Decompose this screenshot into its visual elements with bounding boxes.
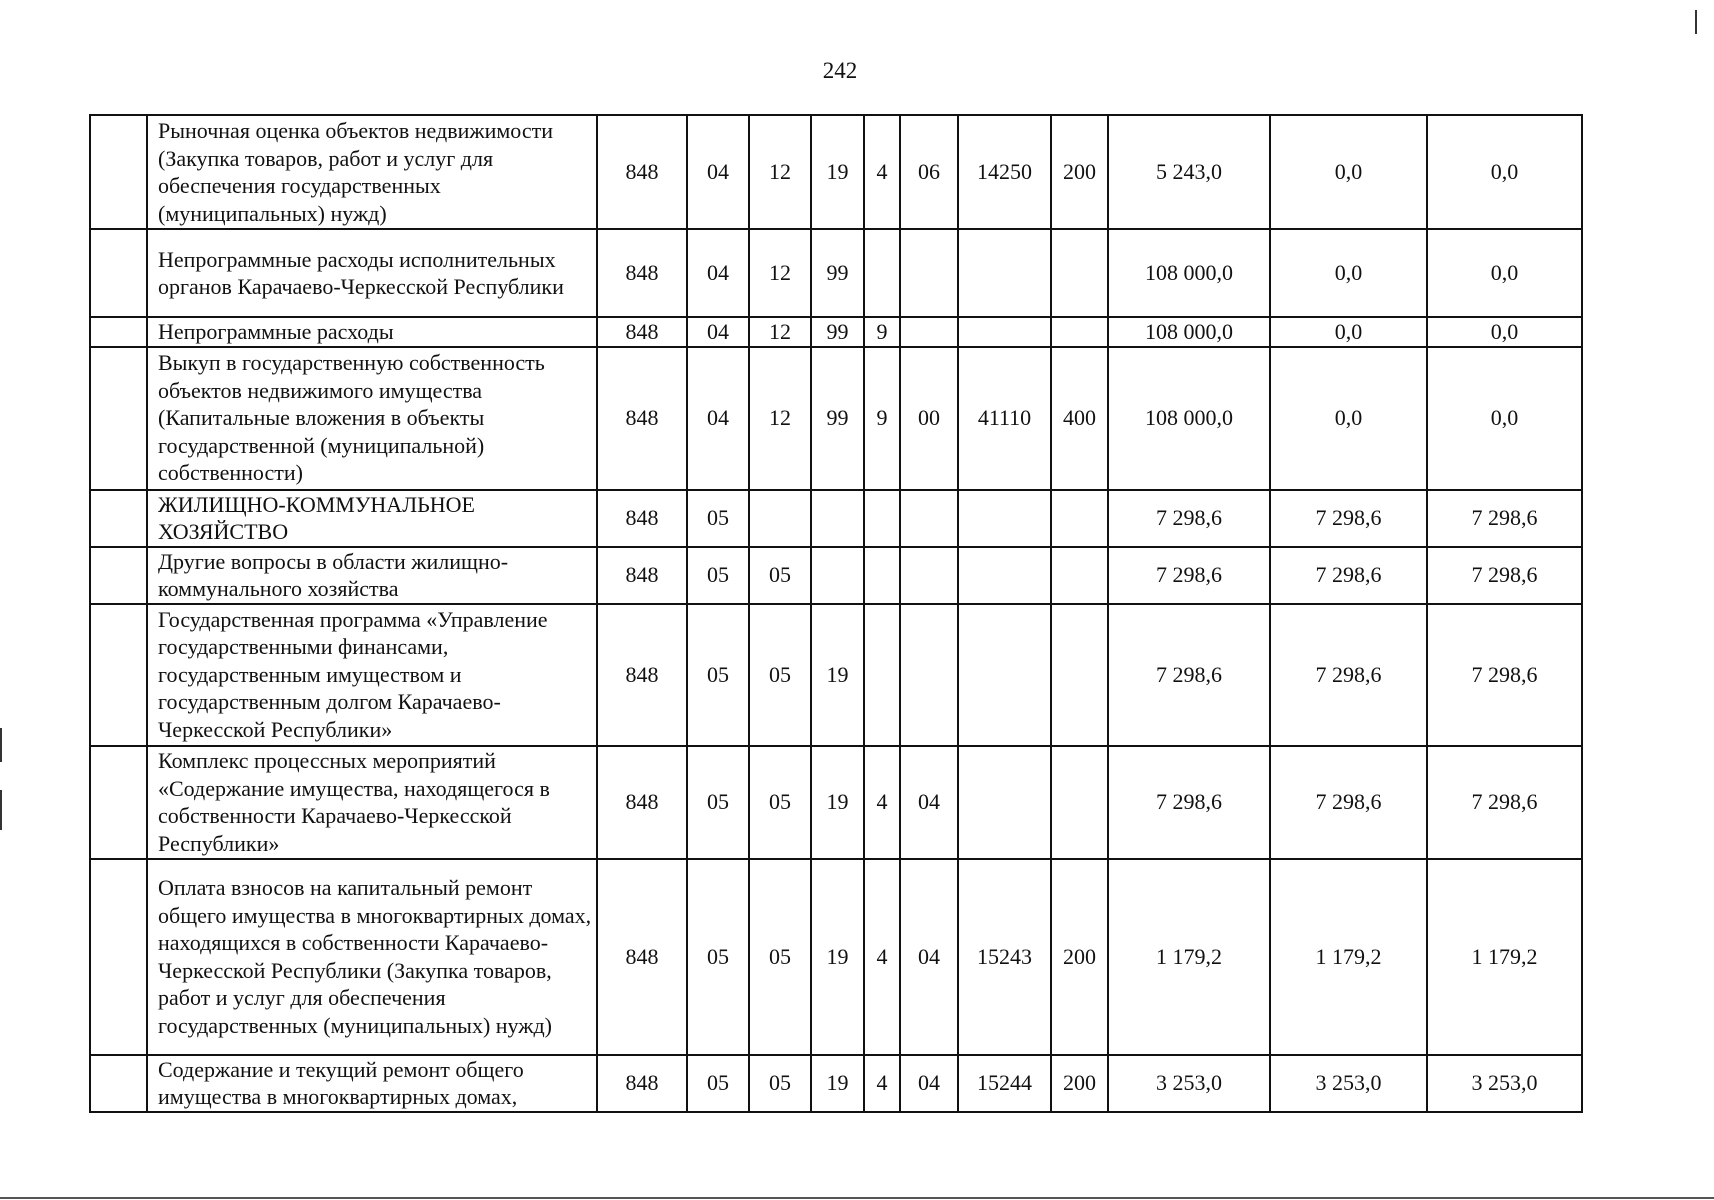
code-direction: 41110 [958,347,1051,490]
amount-3: 7 298,6 [1427,547,1582,604]
row-index-cell [90,317,147,347]
code-section: 04 [687,229,749,317]
code-structural: 04 [900,859,958,1055]
code-gov: 848 [597,490,687,547]
code-section: 04 [687,115,749,229]
amount-2: 7 298,6 [1270,746,1427,859]
code-gov: 848 [597,347,687,490]
code-subsection [749,490,811,547]
code-expense-type [1051,490,1108,547]
amount-2: 7 298,6 [1270,547,1427,604]
code-structural [900,229,958,317]
code-structural [900,317,958,347]
code-expense-type [1051,317,1108,347]
row-name: Рыночная оценка объектов недвижимости (Закупка товаров, работ и услуг для обеспечения государственных (муниципальных) нужд) [147,115,597,229]
row-name: Выкуп в государственную собственность объектов недвижимого имущества (Капитальные вложения в объекты государственной (муниципальной) собственности) [147,347,597,490]
table-row [90,604,1582,746]
code-section: 05 [687,604,749,746]
code-program: 99 [811,317,864,347]
amount-1: 1 179,2 [1108,859,1270,1055]
code-gov: 848 [597,317,687,347]
amount-2: 0,0 [1270,317,1427,347]
amount-1: 108 000,0 [1108,347,1270,490]
code-program [811,490,864,547]
amount-2: 0,0 [1270,229,1427,317]
code-structural: 04 [900,746,958,859]
code-gov: 848 [597,1055,687,1112]
code-subsection: 05 [749,746,811,859]
amount-2: 1 179,2 [1270,859,1427,1055]
code-type [864,547,900,604]
code-expense-type: 200 [1051,115,1108,229]
amount-3: 0,0 [1427,229,1582,317]
code-section: 05 [687,859,749,1055]
code-gov: 848 [597,859,687,1055]
code-direction: 15244 [958,1055,1051,1112]
code-subsection: 05 [749,1055,811,1112]
table-row [90,347,1582,490]
scan-edge-mark [0,728,2,762]
code-subsection: 12 [749,347,811,490]
code-program: 19 [811,746,864,859]
row-index-cell [90,229,147,317]
code-subsection: 12 [749,229,811,317]
code-structural: 06 [900,115,958,229]
code-program [811,547,864,604]
amount-3: 3 253,0 [1427,1055,1582,1112]
amount-1: 108 000,0 [1108,317,1270,347]
code-expense-type [1051,604,1108,746]
table-row [90,317,1582,347]
code-expense-type: 200 [1051,1055,1108,1112]
table-row [90,746,1582,859]
code-expense-type [1051,547,1108,604]
code-gov: 848 [597,229,687,317]
code-structural [900,547,958,604]
amount-1: 7 298,6 [1108,604,1270,746]
code-structural [900,490,958,547]
code-subsection: 05 [749,859,811,1055]
amount-1: 3 253,0 [1108,1055,1270,1112]
code-subsection: 12 [749,317,811,347]
table-row [90,490,1582,547]
code-section: 04 [687,317,749,347]
code-section: 05 [687,490,749,547]
row-index-cell [90,746,147,859]
code-expense-type [1051,229,1108,317]
code-section: 05 [687,547,749,604]
scan-edge-mark [1695,10,1697,34]
row-name: Государственная программа «Управление государственными финансами, государственным имуществом и государственным долгом Карачаево-Черкесской Республики» [147,604,597,746]
code-structural: 04 [900,1055,958,1112]
code-program: 99 [811,347,864,490]
code-section: 04 [687,347,749,490]
code-direction [958,547,1051,604]
code-expense-type: 200 [1051,859,1108,1055]
code-subsection: 05 [749,604,811,746]
row-index-cell [90,115,147,229]
amount-2: 0,0 [1270,115,1427,229]
code-direction [958,229,1051,317]
code-program: 19 [811,115,864,229]
code-subsection: 05 [749,547,811,604]
amount-2: 3 253,0 [1270,1055,1427,1112]
code-direction [958,604,1051,746]
code-direction [958,746,1051,859]
row-index-cell [90,347,147,490]
code-type: 4 [864,746,900,859]
table-row [90,229,1582,317]
code-type: 9 [864,317,900,347]
amount-2: 7 298,6 [1270,490,1427,547]
code-direction: 15243 [958,859,1051,1055]
table-row [90,115,1582,229]
code-structural: 00 [900,347,958,490]
row-name: ЖИЛИЩНО-КОММУНАЛЬНОЕ ХОЗЯЙСТВО [147,490,597,547]
scan-edge-line [0,1197,1714,1199]
code-program: 19 [811,604,864,746]
row-name: Комплекс процессных мероприятий «Содержание имущества, находящегося в собственности Карачаево-Черкесской Республики» [147,746,597,859]
code-gov: 848 [597,746,687,859]
row-index-cell [90,859,147,1055]
code-gov: 848 [597,604,687,746]
code-subsection: 12 [749,115,811,229]
amount-1: 108 000,0 [1108,229,1270,317]
amount-3: 1 179,2 [1427,859,1582,1055]
amount-3: 0,0 [1427,317,1582,347]
amount-3: 0,0 [1427,347,1582,490]
row-index-cell [90,490,147,547]
table-row [90,547,1582,604]
amount-3: 7 298,6 [1427,490,1582,547]
budget-table [89,114,1583,1113]
code-direction: 14250 [958,115,1051,229]
code-direction [958,317,1051,347]
row-index-cell [90,604,147,746]
code-program: 19 [811,859,864,1055]
code-type: 4 [864,115,900,229]
row-index-cell [90,547,147,604]
code-gov: 848 [597,547,687,604]
code-type: 9 [864,347,900,490]
page-number: 242 [822,58,858,83]
code-section: 05 [687,1055,749,1112]
amount-1: 7 298,6 [1108,547,1270,604]
code-type: 4 [864,859,900,1055]
code-expense-type [1051,746,1108,859]
amount-2: 0,0 [1270,347,1427,490]
row-name: Непрограммные расходы исполнительных органов Карачаево-Черкесской Республики [147,229,597,317]
code-expense-type: 400 [1051,347,1108,490]
row-name: Оплата взносов на капитальный ремонт общего имущества в многоквартирных домах, находящихся в собственности Карачаево-Черкесской Республики (Закупка товаров, работ и услуг для обеспечения государственных (муниципальных) нужд) [147,859,597,1055]
row-name: Содержание и текущий ремонт общего имущества в многоквартирных домах, [147,1055,597,1112]
code-type [864,604,900,746]
amount-2: 7 298,6 [1270,604,1427,746]
row-index-cell [90,1055,147,1112]
amount-3: 7 298,6 [1427,604,1582,746]
code-gov: 848 [597,115,687,229]
code-type [864,229,900,317]
amount-3: 7 298,6 [1427,746,1582,859]
row-name: Другие вопросы в области жилищно-коммунального хозяйства [147,547,597,604]
code-program: 19 [811,1055,864,1112]
code-type: 4 [864,1055,900,1112]
amount-1: 5 243,0 [1108,115,1270,229]
row-name: Непрограммные расходы [147,317,597,347]
amount-1: 7 298,6 [1108,746,1270,859]
amount-3: 0,0 [1427,115,1582,229]
code-structural [900,604,958,746]
table-row [90,1055,1582,1112]
code-section: 05 [687,746,749,859]
code-direction [958,490,1051,547]
scan-edge-mark [0,790,2,830]
amount-1: 7 298,6 [1108,490,1270,547]
code-type [864,490,900,547]
table-row [90,859,1582,1055]
code-program: 99 [811,229,864,317]
